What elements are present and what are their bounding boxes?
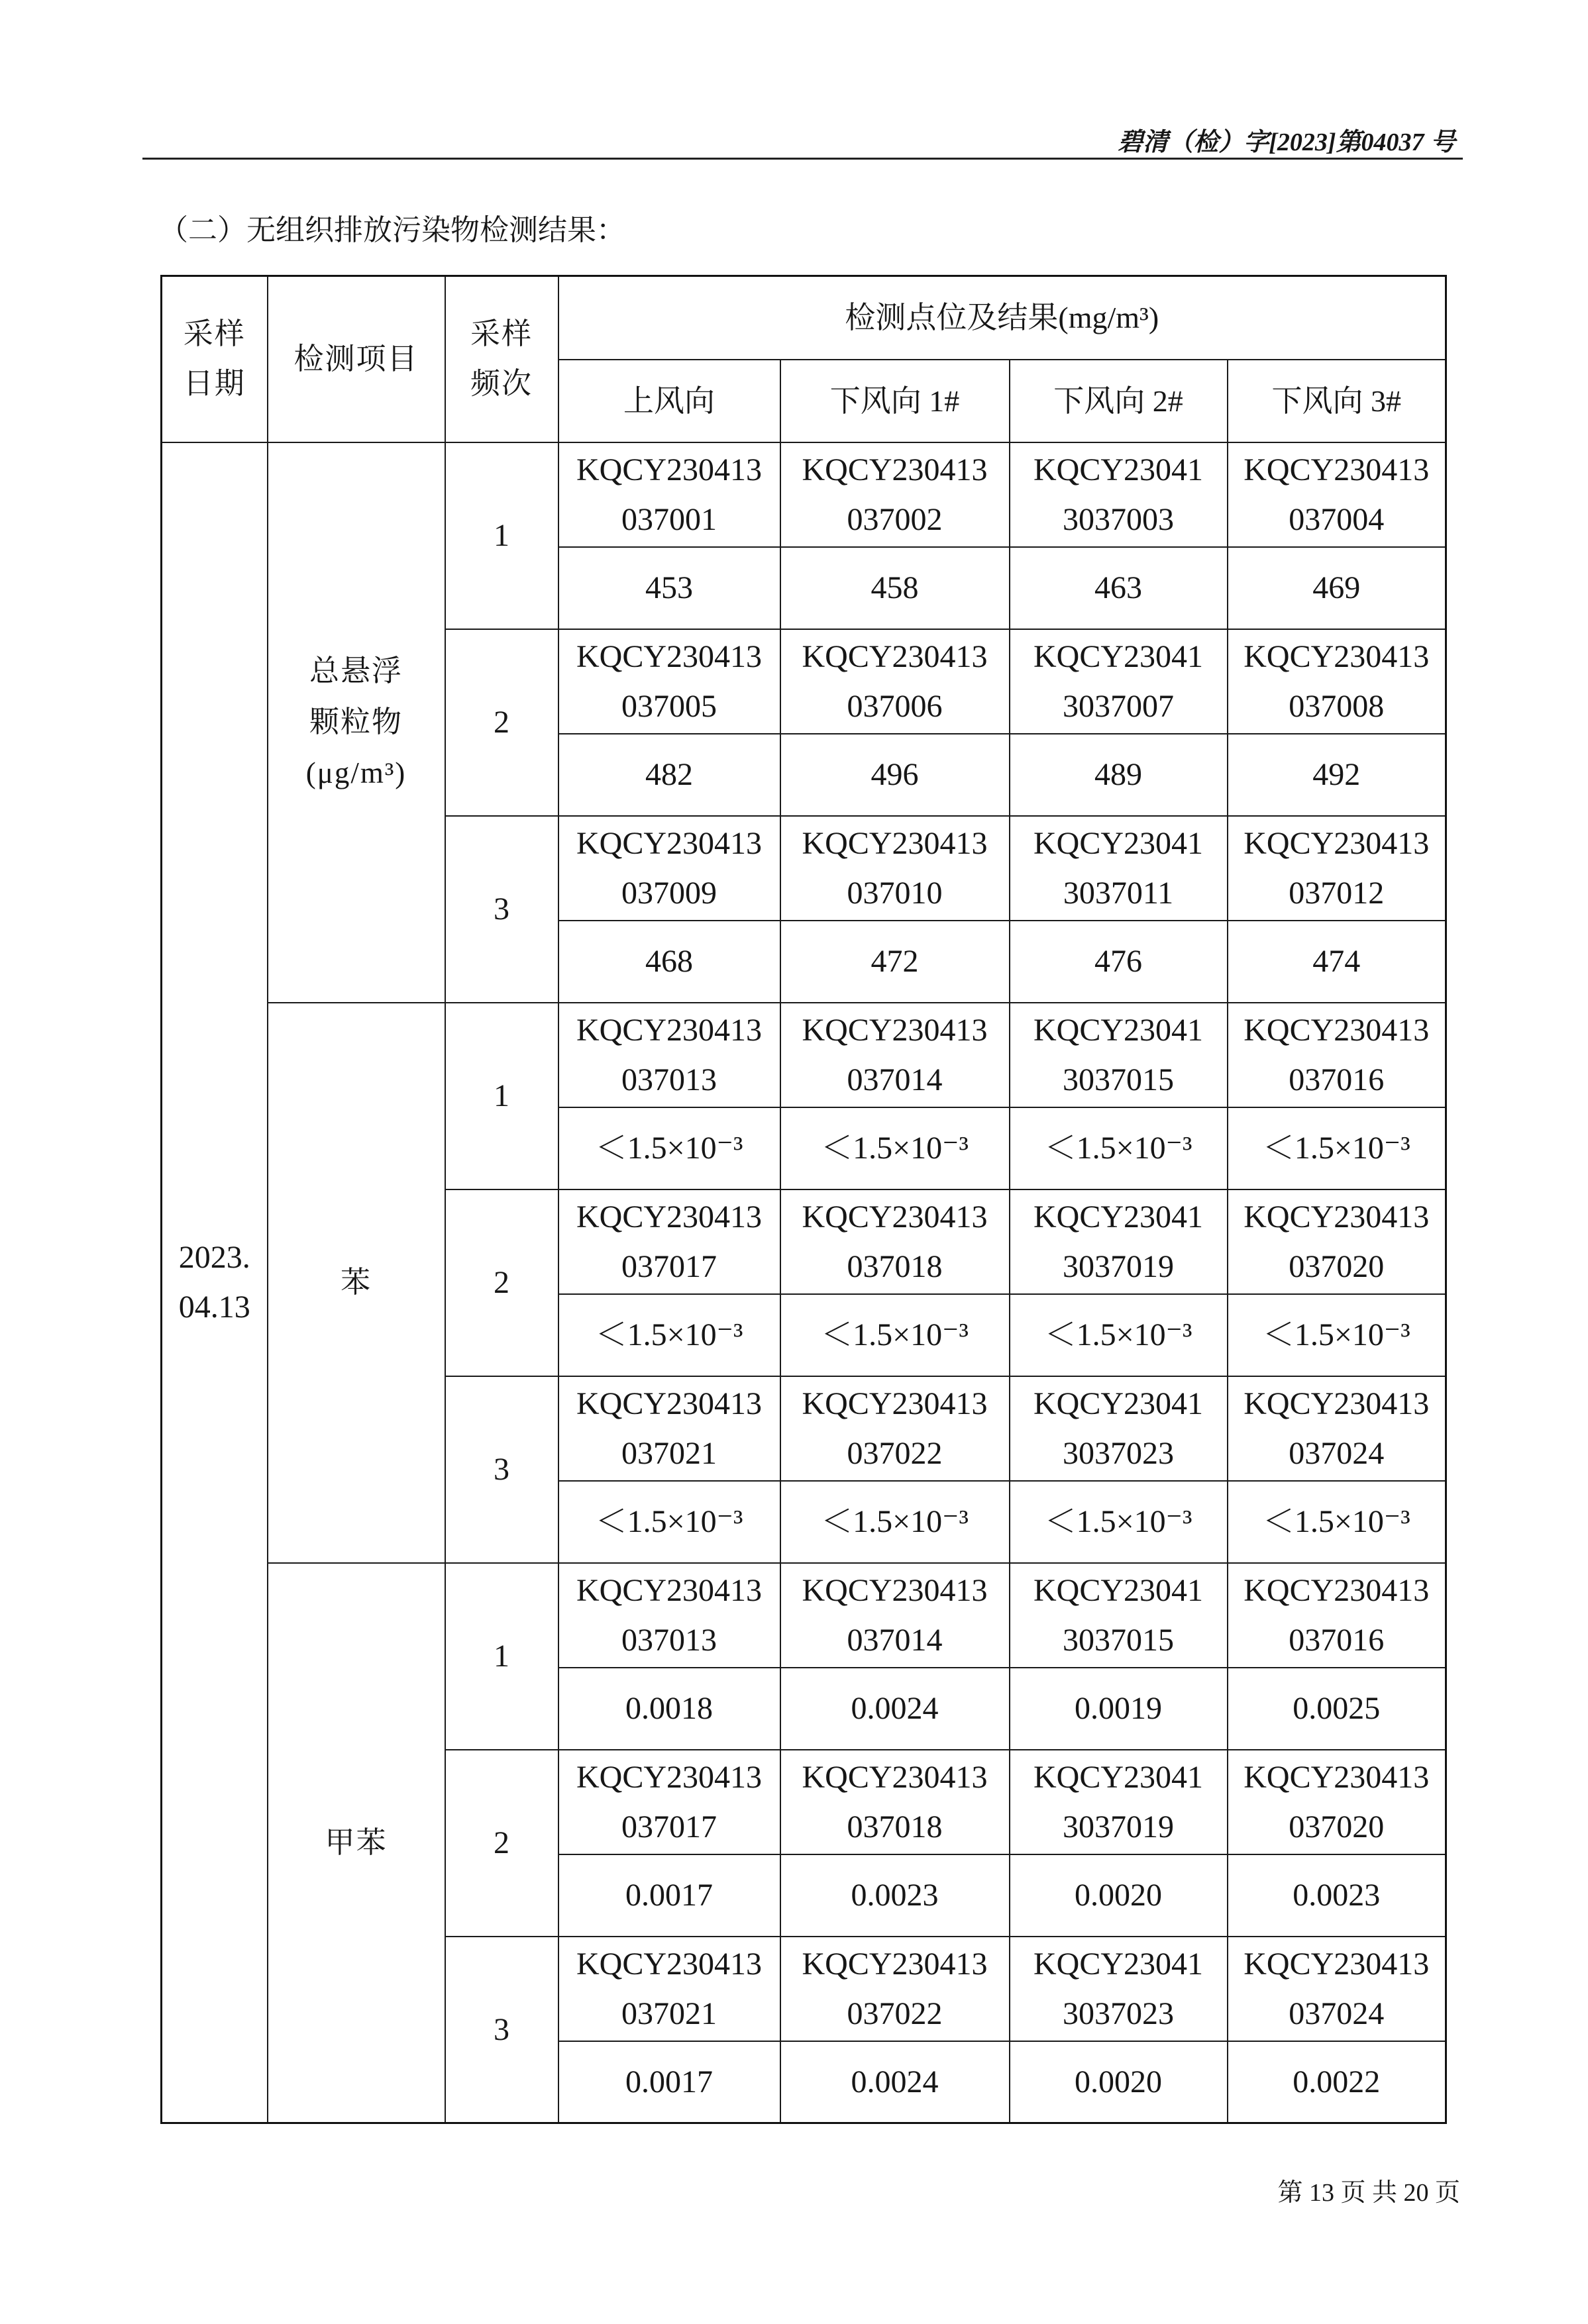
frequency-cell: 3 (445, 1937, 558, 2123)
page-number: 第 13 页 共 20 页 (1277, 2179, 1460, 2207)
result-downwind-3: 474 (1228, 921, 1446, 1003)
section-title: （二）无组织排放污染物检测结果： (159, 214, 625, 246)
result-downwind-2: 0.0020 (1010, 1854, 1228, 1937)
result-downwind-2: 463 (1010, 547, 1228, 629)
sample-id-upwind: KQCY230413 037017 (558, 1189, 780, 1294)
sample-id-downwind-2: KQCY23041 3037019 (1010, 1189, 1228, 1294)
sample-id-downwind-3: KQCY230413 037020 (1228, 1189, 1446, 1294)
sample-id-downwind-1: KQCY230413 037022 (780, 1937, 1010, 2041)
result-downwind-2: 0.0020 (1010, 2041, 1228, 2123)
result-upwind: 0.0017 (558, 2041, 780, 2123)
sample-id-upwind: KQCY230413 037005 (558, 629, 780, 734)
result-downwind-2: 0.0019 (1010, 1668, 1228, 1750)
result-downwind-2: ＜1.5×10⁻³ (1010, 1107, 1228, 1189)
result-downwind-1: 458 (780, 547, 1010, 629)
result-upwind: 0.0017 (558, 1854, 780, 1937)
sample-id-downwind-3: KQCY230413 037016 (1228, 1003, 1446, 1107)
result-upwind: 482 (558, 734, 780, 816)
sample-id-downwind-2: KQCY23041 3037023 (1010, 1937, 1228, 2041)
table-row (162, 1003, 1446, 1107)
header-upwind: 上风向 (558, 360, 780, 442)
result-downwind-3: 0.0022 (1228, 2041, 1446, 2123)
sample-id-upwind: KQCY230413 037009 (558, 816, 780, 921)
results-table (160, 275, 1447, 2124)
test-item-cell: 甲苯 (268, 1563, 445, 2123)
frequency-cell: 2 (445, 1750, 558, 1937)
sample-id-downwind-1: KQCY230413 037006 (780, 629, 1010, 734)
header-downwind-1: 下风向 1# (780, 360, 1010, 442)
test-item-cell: 苯 (268, 1003, 445, 1563)
sample-id-downwind-3: KQCY230413 037024 (1228, 1937, 1446, 2041)
header-downwind-2: 下风向 2# (1010, 360, 1228, 442)
sampling-date-cell: 2023. 04.13 (162, 442, 268, 2123)
sample-id-downwind-1: KQCY230413 037014 (780, 1563, 1010, 1668)
sample-id-downwind-2: KQCY23041 3037003 (1010, 442, 1228, 547)
result-downwind-2: 489 (1010, 734, 1228, 816)
result-upwind: ＜1.5×10⁻³ (558, 1294, 780, 1376)
result-downwind-3: 469 (1228, 547, 1446, 629)
frequency-cell: 2 (445, 629, 558, 816)
header-rule (142, 158, 1463, 160)
sample-id-downwind-1: KQCY230413 037018 (780, 1189, 1010, 1294)
result-upwind: 453 (558, 547, 780, 629)
result-downwind-1: 0.0024 (780, 2041, 1010, 2123)
result-downwind-3: ＜1.5×10⁻³ (1228, 1107, 1446, 1189)
sample-id-downwind-2: KQCY23041 3037015 (1010, 1563, 1228, 1668)
sample-id-downwind-2: KQCY23041 3037011 (1010, 816, 1228, 921)
sample-id-downwind-3: KQCY230413 037020 (1228, 1750, 1446, 1854)
result-downwind-3: 492 (1228, 734, 1446, 816)
sample-id-downwind-1: KQCY230413 037010 (780, 816, 1010, 921)
document-number: 碧清（检）字[2023]第04037 号 (1118, 128, 1456, 156)
frequency-cell: 3 (445, 816, 558, 1003)
result-downwind-2: 476 (1010, 921, 1228, 1003)
sample-id-upwind: KQCY230413 037013 (558, 1563, 780, 1668)
frequency-cell: 2 (445, 1189, 558, 1376)
result-downwind-3: ＜1.5×10⁻³ (1228, 1294, 1446, 1376)
sample-id-downwind-2: KQCY23041 3037007 (1010, 629, 1228, 734)
result-downwind-1: ＜1.5×10⁻³ (780, 1107, 1010, 1189)
frequency-cell: 1 (445, 1003, 558, 1189)
sample-id-downwind-1: KQCY230413 037014 (780, 1003, 1010, 1107)
sample-id-downwind-2: KQCY23041 3037023 (1010, 1376, 1228, 1481)
sample-id-downwind-3: KQCY230413 037024 (1228, 1376, 1446, 1481)
test-item-cell: 总悬浮 颗粒物 (μg/m³) (268, 442, 445, 1003)
sample-id-downwind-3: KQCY230413 037016 (1228, 1563, 1446, 1668)
result-downwind-3: 0.0023 (1228, 1854, 1446, 1937)
result-downwind-1: 472 (780, 921, 1010, 1003)
sample-id-downwind-3: KQCY230413 037004 (1228, 442, 1446, 547)
sample-id-upwind: KQCY230413 037001 (558, 442, 780, 547)
header-sampling-frequency: 采样 频次 (445, 276, 558, 442)
sample-id-upwind: KQCY230413 037017 (558, 1750, 780, 1854)
sample-id-downwind-2: KQCY23041 3037015 (1010, 1003, 1228, 1107)
sample-id-upwind: KQCY230413 037021 (558, 1376, 780, 1481)
result-downwind-1: 0.0024 (780, 1668, 1010, 1750)
result-upwind: 468 (558, 921, 780, 1003)
header-points-and-results: 检测点位及结果(mg/m³) (558, 276, 1446, 360)
result-downwind-1: ＜1.5×10⁻³ (780, 1294, 1010, 1376)
sample-id-downwind-1: KQCY230413 037002 (780, 442, 1010, 547)
result-upwind: ＜1.5×10⁻³ (558, 1481, 780, 1563)
frequency-cell: 3 (445, 1376, 558, 1563)
frequency-cell: 1 (445, 1563, 558, 1750)
result-downwind-1: ＜1.5×10⁻³ (780, 1481, 1010, 1563)
sample-id-downwind-3: KQCY230413 037012 (1228, 816, 1446, 921)
sample-id-upwind: KQCY230413 037021 (558, 1937, 780, 2041)
table-row (162, 442, 1446, 547)
result-upwind: 0.0018 (558, 1668, 780, 1750)
table-row (162, 1563, 1446, 1668)
header-sampling-date: 采样 日期 (162, 276, 268, 442)
result-downwind-3: ＜1.5×10⁻³ (1228, 1481, 1446, 1563)
result-downwind-2: ＜1.5×10⁻³ (1010, 1481, 1228, 1563)
result-downwind-3: 0.0025 (1228, 1668, 1446, 1750)
sample-id-downwind-1: KQCY230413 037018 (780, 1750, 1010, 1854)
result-downwind-1: 0.0023 (780, 1854, 1010, 1937)
frequency-cell: 1 (445, 442, 558, 629)
sample-id-upwind: KQCY230413 037013 (558, 1003, 780, 1107)
header-test-item: 检测项目 (268, 276, 445, 442)
result-upwind: ＜1.5×10⁻³ (558, 1107, 780, 1189)
sample-id-downwind-2: KQCY23041 3037019 (1010, 1750, 1228, 1854)
result-downwind-1: 496 (780, 734, 1010, 816)
sample-id-downwind-3: KQCY230413 037008 (1228, 629, 1446, 734)
result-downwind-2: ＜1.5×10⁻³ (1010, 1294, 1228, 1376)
sample-id-downwind-1: KQCY230413 037022 (780, 1376, 1010, 1481)
header-downwind-3: 下风向 3# (1228, 360, 1446, 442)
